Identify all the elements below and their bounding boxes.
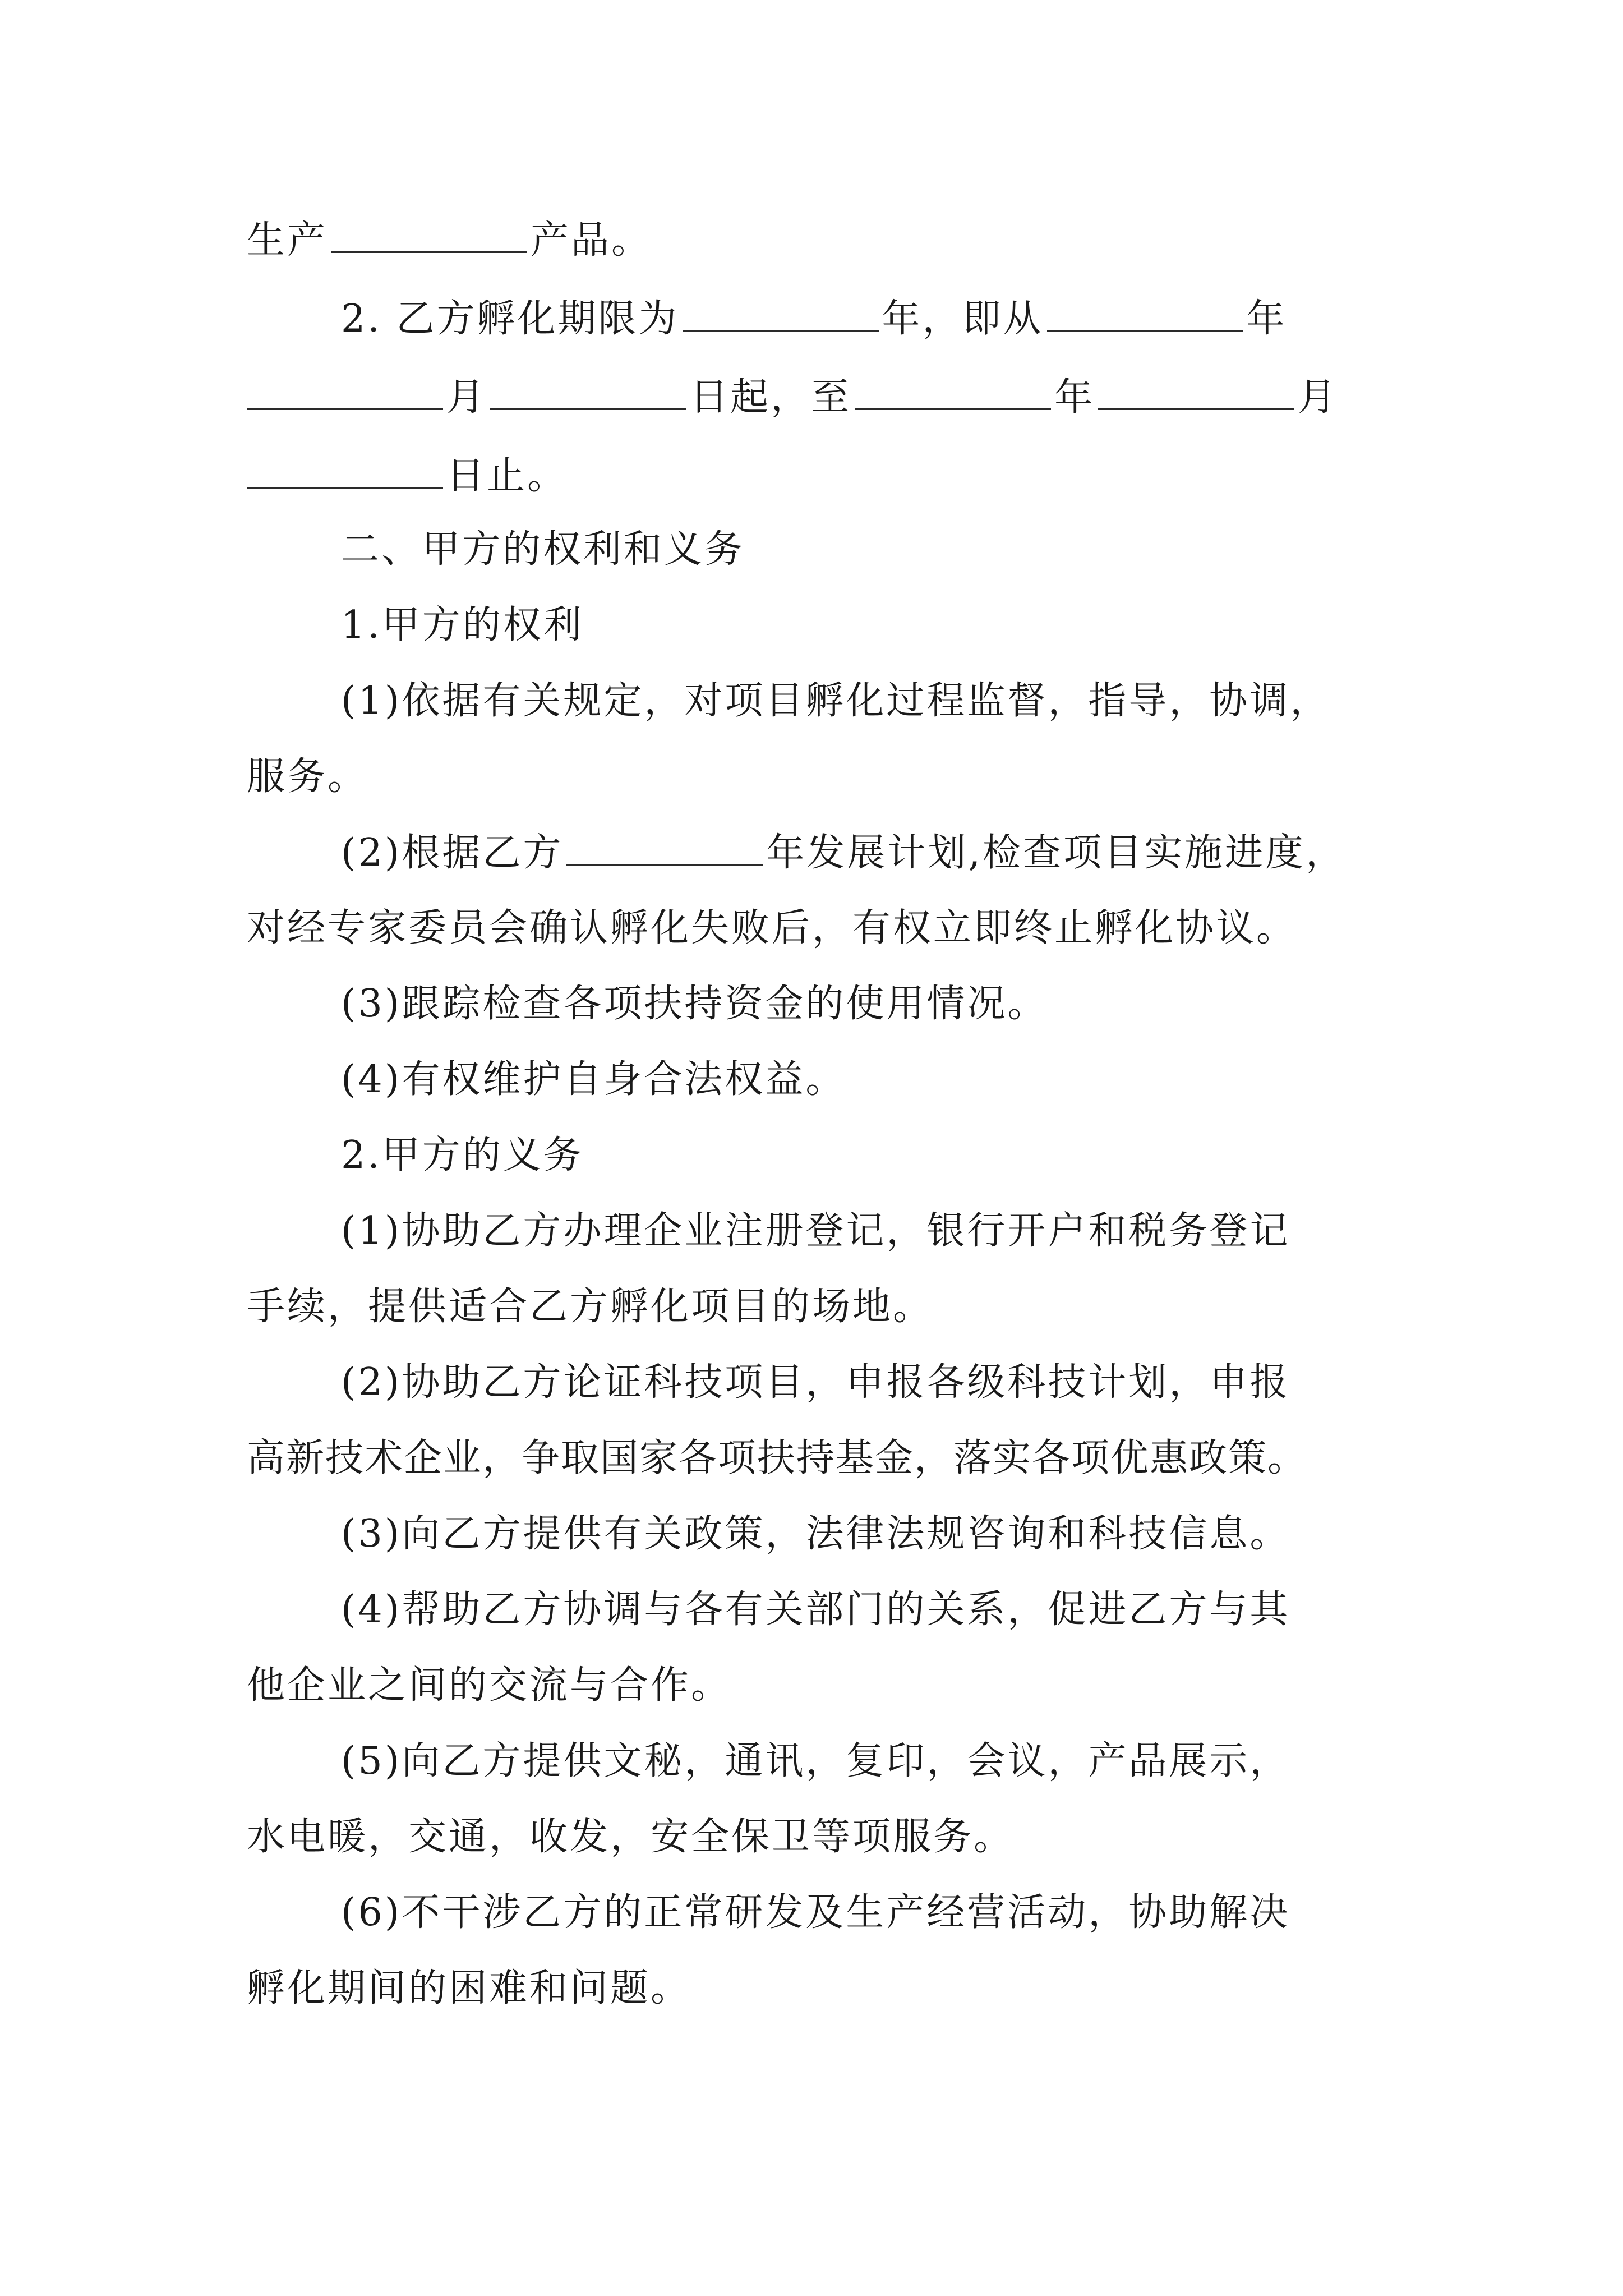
text-line: 他企业之间的交流与合作。	[247, 1663, 732, 1708]
subsection-heading: 1.甲方的权利	[341, 603, 584, 647]
text-line	[247, 375, 1338, 420]
fill-in-blank[interactable]	[683, 296, 879, 332]
section-heading: 二、甲方的权利和义务	[341, 527, 745, 572]
text-segment: 年，即从	[882, 297, 1044, 341]
text-line: (4)有权维护自身合法权益。	[341, 1057, 846, 1102]
fill-in-blank[interactable]	[855, 375, 1051, 410]
text-line: 孵化期间的困难和问题。	[247, 1966, 691, 2010]
text-segment: 2. 乙方孵化期限为	[341, 297, 679, 341]
text-line	[341, 830, 1346, 876]
text-segment: 产品。	[531, 218, 652, 263]
text-line: (1)协助乙方办理企业注册登记，银行开户和税务登记	[341, 1209, 1290, 1253]
text-line: (5)向乙方提供文秘，通讯，复印，会议，产品展示，	[341, 1739, 1290, 1783]
fill-in-blank[interactable]	[1098, 375, 1294, 410]
fill-in-blank[interactable]	[247, 375, 443, 410]
subsection-heading: 2.甲方的义务	[341, 1133, 584, 1177]
text-segment: 日起，至	[690, 375, 852, 420]
text-line: (2)协助乙方论证科技项目，申报各级科技计划，申报	[341, 1360, 1290, 1405]
fill-in-blank[interactable]	[331, 218, 527, 253]
text-segment: 年	[1246, 297, 1287, 341]
text-line: 水电暖，交通，收发，安全保卫等项服务。	[247, 1815, 1015, 1859]
text-segment: 生产	[247, 218, 328, 263]
fill-in-blank[interactable]	[566, 830, 763, 866]
text-line: (3)向乙方提供有关政策，法律法规咨询和科技信息。	[341, 1512, 1290, 1556]
fill-in-blank[interactable]	[247, 453, 443, 489]
text-line: 高新技术企业，争取国家各项扶持基金，落实各项优惠政策。	[247, 1436, 1307, 1480]
text-line	[247, 218, 652, 263]
text-segment: 月	[446, 375, 487, 420]
text-line: 服务。	[247, 754, 368, 799]
text-line	[341, 296, 1287, 342]
text-line	[247, 453, 568, 499]
text-segment: 年发展计划,检查项目实施进度，	[766, 831, 1346, 875]
fill-in-blank[interactable]	[490, 375, 686, 410]
text-segment: 年	[1054, 375, 1095, 420]
text-line: (1)依据有关规定，对项目孵化过程监督，指导，协调，	[341, 679, 1331, 723]
fill-in-blank[interactable]	[1047, 296, 1243, 332]
text-line: 手续，提供适合乙方孵化项目的场地。	[247, 1285, 934, 1329]
text-line: (3)跟踪检查各项扶持资金的使用情况。	[341, 982, 1048, 1026]
text-segment: 日止。	[446, 454, 568, 498]
text-line: (6)不干涉乙方的正常研发及生产经营活动，协助解决	[341, 1890, 1290, 1935]
text-segment: (2)根据乙方	[341, 831, 564, 875]
text-segment: 月	[1298, 375, 1339, 420]
text-line: 对经专家委员会确认孵化失败后，有权立即终止孵化协议。	[247, 906, 1297, 950]
text-line: (4)帮助乙方协调与各有关部门的关系，促进乙方与其	[341, 1588, 1290, 1632]
